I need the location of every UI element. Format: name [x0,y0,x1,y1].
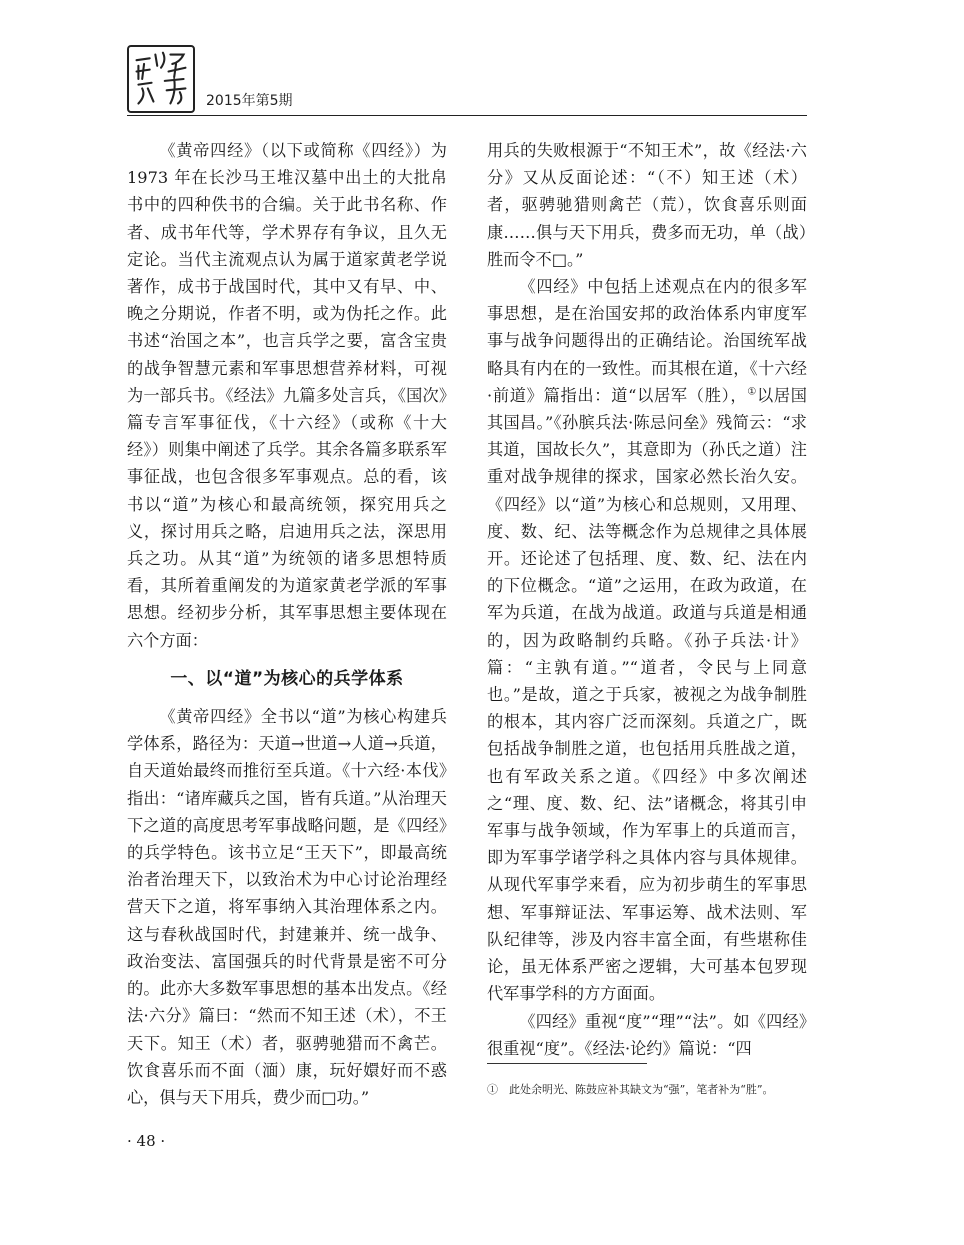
body-paragraph: 《黄帝四经》全书以“道”为核心构建兵学体系，路径为：天道→世道→人道→兵道，自天道始最终而推衍至兵道。《十六经·本伐》指出：“诸库藏兵之国，皆有兵道。”从治理天下之道的高度思考军事战略问题，是《四经》的兵学特色。该书立足“王天下”，即最高统治者治理天下，以致治术为中心讨论治理经营天下之道，将军事纳入其治理体系之内。这与春秋战国时代，封建兼并、统一战争、政治变法、富国强兵的时代背景是密不可分的。此亦大多数军事思想的基本出发点。《经法·六分》篇曰：“然而不知王述（术），不王天下。知王（术）者，驱骋驰猎而不禽芒。饮食喜乐而不面（湎）康，玩好嬛好而不惑心，俱与天下用兵，费少而□功。” [127,707,447,1107]
body-paragraph-2 [487,273,807,1007]
journal-logo [127,45,195,113]
journal-logo-icon [129,47,193,111]
page-number: · 48 · [127,1132,166,1150]
footnote-rule [487,1063,647,1064]
body-paragraph-3: 《四经》重视“度”“理”“法”。如《四经》很重视“度”。《经法·论约》篇说：“四 [487,1011,807,1058]
header-rule [127,115,807,116]
right-column [487,137,807,1062]
footnote: ① 此处余明光、陈鼓应补其缺文为“强”，笔者补为“胜”。 [487,1083,774,1096]
body-paragraph-2a: 《四经》中包括上述观点在内的很多军事思想，是在治国安邦的政治体系内审度军事与战争问题得出的正确结论。治国统军战略具有内在的一致性。而其根在道，《十六经·前道》篇指出：道“以居军（胜）， [487,277,807,405]
continued-paragraph: 用兵的失败根源于“不知王术”，故《经法·六分》又从反面论述：“（不）知王述（术）者，驱骋驰猎则禽芒（荒），饮食喜乐则面康……俱与天下用兵，费多而无功，单（战）胜而令不□。” [487,141,807,269]
intro-paragraph: 《黄帝四经》（以下或简称《四经》）为 1973 年在长沙马王堆汉墓中出土的大批帛书中的四种佚书的合编。关于此书名称、作者、成书年代等，学术界存有争议，且久无定论。当代主流观点认为属于道家黄老学说著作，成书于战国时代，其中又有早、中、晚之分期说，作者不明，或为伪托之作。此书述“治国之本”，也言兵学之要，富含宝贵的战争智慧元素和军事思想营养材料，可视为一部兵书。《经法》九篇多处言兵，《国次》篇专言军事征伐，《十六经》（或称《十大经》）则集中阐述了兵学。其余各篇多联系军事征战，也包含很多军事观点。总的看，该书以“道”为核心和最高统领，探究用兵之义，探讨用兵之略，启迪用兵之法，深思用兵之功。从其“道”为统领的诸多思想特质看，其所着重阐发的为道家黄老学派的军事思想。经初步分析，其军事思想主要体现在六个方面： [127,141,447,650]
issue-label: 2015年第5期 [206,93,293,109]
footnote-marker: ① [747,386,757,398]
left-column [127,137,447,1111]
body-paragraph-2b: 以居国其国昌。”《孙膑兵法·陈忌问垒》残简云：“求其道，国故长久”，其意即为（孙氏之道）注重对战争规律的探求，国家必然长治久安。《四经》以“道”为核心和总规则，又用理、度、数、纪、法等概念作为总规律之具体展开。还论述了包括理、度、数、纪、法在内的下位概念。“道”之运用，在政为政道，在军为兵道，在战为战道。政道与兵道是相通的，因为政略制约兵略。《孙子兵法·计》篇：“主孰有道。”“道者，令民与上同意也。”是故，道之于兵家，被视之为战争制胜的根本，其内容广泛而深刻。兵道之广，既包括战争制胜之道，也包括用兵胜战之道，也有军政关系之道。《四经》中多次阐述之“理、度、数、纪、法”诸概念，将其引申军事与战争领域，作为军事上的兵道而言，即为军事学诸学科之具体内容与具体规律。从现代军事学来看，应为初步萌生的军事思想、军事辩证法、军事运筹、战术法则、军队纪律等，涉及内容丰富全面，有些堪称佳论，虽无体系严密之逻辑，大可基本包罗现代军事学科的方方面面。 [487,385,807,1004]
section-heading: 一、以“道”为核心的兵学体系 [170,668,404,689]
